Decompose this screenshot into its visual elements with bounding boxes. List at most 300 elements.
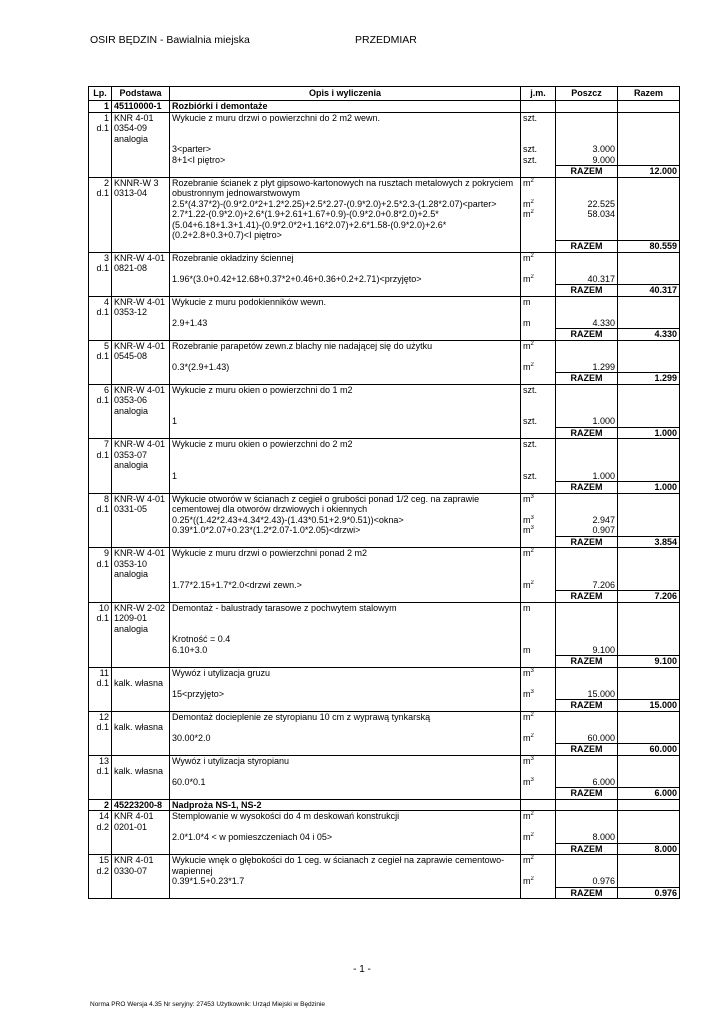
calculation-formula: 1 <box>170 416 521 427</box>
calc-lp-cell <box>89 155 112 166</box>
calculation-value: 6.000 <box>556 777 618 788</box>
razem-jm-cell <box>521 427 556 439</box>
calculation-unit <box>521 634 556 645</box>
razem-value: 60.000 <box>618 744 680 756</box>
razem-label: RAZEM <box>556 656 618 668</box>
calculation-value: 2.947 <box>556 515 618 526</box>
position-lp-cell <box>89 755 112 777</box>
calculation-formula: Krotność = 0.4 <box>170 634 521 645</box>
calc-razem-cell <box>618 209 680 241</box>
position-unit: $m^2$ <box>521 548 556 580</box>
calc-lp-cell <box>89 362 112 373</box>
position-unit: m <box>521 602 556 634</box>
razem-opis-cell <box>170 241 521 253</box>
razem-podstawa-cell <box>112 591 170 603</box>
section-razem-cell <box>618 799 680 811</box>
position-poszcz-cell <box>556 855 618 877</box>
podstawa-line: kalk. własna <box>114 722 164 732</box>
razem-opis-cell <box>170 591 521 603</box>
calculation-row <box>89 580 680 591</box>
position-description: Wykucie z muru okien o powierzchni do 1 m2 <box>170 384 521 416</box>
position-number: 13 <box>98 755 109 766</box>
calc-razem-cell <box>618 199 680 210</box>
position-razem-cell <box>618 602 680 634</box>
section-jm-cell <box>521 101 556 113</box>
position-poszcz-cell <box>556 112 618 144</box>
calc-razem-cell <box>618 525 680 536</box>
col-lp-header: Lp. <box>89 87 112 101</box>
calculation-formula: 2.0*1.0*4 < w pomieszczeniach 04 i 05> <box>170 832 521 843</box>
position-unit: $m^2$ <box>521 177 556 199</box>
razem-value: 4.330 <box>618 329 680 341</box>
calc-razem-cell <box>618 689 680 700</box>
section-number: 1 <box>89 101 112 113</box>
position-poszcz-cell <box>556 493 618 515</box>
calc-podstawa-cell <box>112 471 170 482</box>
position-podstawa-cell <box>112 667 170 689</box>
position-razem-cell <box>618 439 680 471</box>
position-description: Demontaż docieplenie ze styropianu 10 cm z wyprawą tynkarską <box>170 711 521 733</box>
position-chapter: d.1 <box>96 395 109 405</box>
calc-razem-cell <box>618 144 680 155</box>
position-podstawa-cell <box>112 855 170 877</box>
razem-podstawa-cell <box>112 427 170 439</box>
razem-row <box>89 427 680 439</box>
position-razem-cell <box>618 811 680 833</box>
position-row <box>89 340 680 362</box>
section-code: 45110000-1 <box>112 101 170 113</box>
calculation-value: 9.000 <box>556 155 618 166</box>
position-poszcz-cell <box>556 439 618 471</box>
position-unit: $m^2$ <box>521 811 556 833</box>
razem-opis-cell <box>170 285 521 297</box>
section-row <box>89 101 680 113</box>
table-body <box>89 101 680 899</box>
position-lp-cell <box>89 493 112 515</box>
razem-row <box>89 241 680 253</box>
calc-podstawa-cell <box>112 318 170 329</box>
position-poszcz-cell <box>556 252 618 274</box>
calc-razem-cell <box>618 471 680 482</box>
position-row <box>89 711 680 733</box>
razem-row <box>89 788 680 800</box>
razem-label: RAZEM <box>556 427 618 439</box>
calculation-unit: $m^2$ <box>521 832 556 843</box>
calc-razem-cell <box>618 777 680 788</box>
razem-row <box>89 285 680 297</box>
calc-podstawa-cell <box>112 645 170 656</box>
calc-podstawa-cell <box>112 689 170 700</box>
calculation-row <box>89 416 680 427</box>
podstawa-line: KNR-W 4-01 <box>114 296 166 307</box>
razem-opis-cell <box>170 700 521 712</box>
podstawa-line: analogia <box>114 133 149 144</box>
position-chapter: d.1 <box>96 263 109 273</box>
calc-lp-cell <box>89 209 112 241</box>
razem-label: RAZEM <box>556 241 618 253</box>
razem-row <box>89 329 680 341</box>
razem-value: 12.000 <box>618 166 680 178</box>
position-poszcz-cell <box>556 296 618 318</box>
podstawa-line: kalk. własna <box>114 766 164 776</box>
position-row <box>89 855 680 877</box>
position-poszcz-cell <box>556 340 618 362</box>
podstawa-line: analogia <box>114 405 149 416</box>
podstawa-line: KNR 4-01 <box>114 811 154 821</box>
calculation-row <box>89 832 680 843</box>
razem-label: RAZEM <box>556 843 618 855</box>
position-number: 15 <box>98 855 109 865</box>
razem-row <box>89 656 680 668</box>
calculation-formula: 60.0*0.1 <box>170 777 521 788</box>
calculation-value: 0.907 <box>556 525 618 536</box>
przedmiar-table <box>88 86 680 899</box>
razem-row <box>89 887 680 899</box>
calculation-row <box>89 471 680 482</box>
position-lp-cell <box>89 602 112 634</box>
podstawa-line: 0545-08 <box>114 351 148 361</box>
position-poszcz-cell <box>556 548 618 580</box>
calc-lp-cell <box>89 318 112 329</box>
position-number: 1 <box>103 112 109 123</box>
calc-razem-cell <box>618 416 680 427</box>
position-chapter: d.1 <box>96 722 109 732</box>
razem-label: RAZEM <box>556 482 618 494</box>
calc-lp-cell <box>89 580 112 591</box>
calc-podstawa-cell <box>112 144 170 155</box>
calculation-unit: $m^2$ <box>521 876 556 887</box>
razem-value: 3.854 <box>618 536 680 548</box>
section-razem-cell <box>618 101 680 113</box>
calculation-value <box>556 634 618 645</box>
razem-lp-cell <box>89 700 112 712</box>
razem-value: 9.100 <box>618 656 680 668</box>
razem-label: RAZEM <box>556 536 618 548</box>
calculation-unit: szt. <box>521 155 556 166</box>
position-row <box>89 296 680 318</box>
razem-value: 1.299 <box>618 373 680 385</box>
position-lp-cell <box>89 296 112 318</box>
position-poszcz-cell <box>556 711 618 733</box>
calculation-unit: szt. <box>521 144 556 155</box>
razem-opis-cell <box>170 427 521 439</box>
razem-value: 8.000 <box>618 843 680 855</box>
razem-row <box>89 482 680 494</box>
razem-lp-cell <box>89 329 112 341</box>
position-row <box>89 439 680 471</box>
razem-label: RAZEM <box>556 373 618 385</box>
position-unit: $m^3$ <box>521 755 556 777</box>
podstawa-line: KNR-W 4-01 <box>114 493 166 504</box>
position-lp-cell <box>89 112 112 144</box>
calculation-row <box>89 733 680 744</box>
razem-value: 1.000 <box>618 482 680 494</box>
razem-lp-cell <box>89 788 112 800</box>
position-poszcz-cell <box>556 755 618 777</box>
calc-razem-cell <box>618 155 680 166</box>
position-unit: $m^2$ <box>521 711 556 733</box>
calculation-row <box>89 274 680 285</box>
calculation-unit: $m^2$ <box>521 274 556 285</box>
podstawa-line: KNR-W 2-02 <box>114 602 166 613</box>
razem-jm-cell <box>521 700 556 712</box>
calculation-formula: 1 <box>170 471 521 482</box>
position-row <box>89 177 680 199</box>
razem-opis-cell <box>170 788 521 800</box>
calc-razem-cell <box>618 832 680 843</box>
calc-podstawa-cell <box>112 634 170 645</box>
footer-note: Norma PRO Wersja 4.35 Nr seryjny: 27453 Użytkownik: Urząd Miejski w Będzinie <box>90 1001 326 1008</box>
calculation-formula: 6.10+3.0 <box>170 645 521 656</box>
razem-lp-cell <box>89 427 112 439</box>
position-chapter: d.1 <box>96 351 109 361</box>
section-title: Rozbiórki i demontaże <box>170 101 521 113</box>
position-unit: szt. <box>521 112 556 144</box>
calculation-row <box>89 199 680 210</box>
razem-value: 7.206 <box>618 591 680 603</box>
position-description: Wykucie wnęk o głębokości do 1 ceg. w ścianach z cegieł na zaprawie cementowo-wapiennej <box>170 855 521 877</box>
calc-podstawa-cell <box>112 525 170 536</box>
calculation-value: 58.034 <box>556 209 618 241</box>
position-chapter: d.1 <box>96 558 109 569</box>
calc-podstawa-cell <box>112 199 170 210</box>
razem-jm-cell <box>521 482 556 494</box>
position-chapter: d.1 <box>96 188 109 198</box>
position-description: Wykucie z muru podokienników wewn. <box>170 296 521 318</box>
razem-podstawa-cell <box>112 536 170 548</box>
razem-podstawa-cell <box>112 373 170 385</box>
table-header-row <box>89 87 680 101</box>
position-row <box>89 602 680 634</box>
razem-opis-cell <box>170 536 521 548</box>
document-header-left: OSIR BĘDZIN - Bawialnia miejska <box>90 34 250 46</box>
calc-lp-cell <box>89 876 112 887</box>
calc-lp-cell <box>89 832 112 843</box>
razem-podstawa-cell <box>112 843 170 855</box>
calc-lp-cell <box>89 525 112 536</box>
position-row <box>89 384 680 416</box>
razem-podstawa-cell <box>112 285 170 297</box>
razem-jm-cell <box>521 591 556 603</box>
position-chapter: d.1 <box>96 613 109 623</box>
podstawa-line: 0353-07 <box>114 449 148 460</box>
calculation-formula: 0.25*((1.42*2.43+4.34*2.43)-(1.43*0.51+2.9*0.51))<okna> <box>170 515 521 526</box>
calculation-formula: 2.9+1.43 <box>170 318 521 329</box>
razem-label: RAZEM <box>556 744 618 756</box>
razem-row <box>89 166 680 178</box>
col-poszcz-header: Poszcz <box>556 87 618 101</box>
position-razem-cell <box>618 384 680 416</box>
col-jm-header: j.m. <box>521 87 556 101</box>
calc-podstawa-cell <box>112 416 170 427</box>
calc-lp-cell <box>89 645 112 656</box>
position-unit: $m^3$ <box>521 493 556 515</box>
calc-podstawa-cell <box>112 209 170 241</box>
calculation-row <box>89 318 680 329</box>
calculation-formula: 3<parter> <box>170 144 521 155</box>
podstawa-line: analogia <box>114 569 149 579</box>
position-razem-cell <box>618 667 680 689</box>
calculation-value: 40.317 <box>556 274 618 285</box>
position-number: 2 <box>103 177 109 188</box>
position-razem-cell <box>618 252 680 274</box>
position-description: Wykucie otworów w ścianach z cegieł o grubości ponad 1/2 ceg. na zaprawie cementowej dla otworów drzwiowych i okiennych <box>170 493 521 515</box>
position-unit: m <box>521 296 556 318</box>
razem-opis-cell <box>170 166 521 178</box>
razem-opis-cell <box>170 843 521 855</box>
calc-podstawa-cell <box>112 777 170 788</box>
calculation-unit: $m^2$ <box>521 362 556 373</box>
razem-podstawa-cell <box>112 241 170 253</box>
position-razem-cell <box>618 493 680 515</box>
position-lp-cell <box>89 439 112 471</box>
position-podstawa-cell <box>112 602 170 634</box>
calculation-row <box>89 515 680 526</box>
calculation-unit: szt. <box>521 416 556 427</box>
razem-opis-cell <box>170 887 521 899</box>
position-razem-cell <box>618 711 680 733</box>
calculation-formula: 0.39*1.0*2.07+0.23*(1.2*2.07-1.0*2.05)<drzwi> <box>170 525 521 536</box>
calculation-unit: $m^3$ <box>521 515 556 526</box>
calculation-value: 0.976 <box>556 876 618 887</box>
calculation-row <box>89 525 680 536</box>
position-razem-cell <box>618 177 680 199</box>
position-unit: szt. <box>521 439 556 471</box>
razem-lp-cell <box>89 285 112 297</box>
position-lp-cell <box>89 340 112 362</box>
calculation-formula: 0.39*1.5+0.23*1.7 <box>170 876 521 887</box>
position-podstawa-cell <box>112 711 170 733</box>
position-unit: $m^2$ <box>521 340 556 362</box>
position-chapter: d.1 <box>96 678 109 688</box>
page-number: - 1 - <box>353 964 371 975</box>
calculation-formula: 30.00*2.0 <box>170 733 521 744</box>
calc-lp-cell <box>89 515 112 526</box>
position-razem-cell <box>618 755 680 777</box>
calc-lp-cell <box>89 471 112 482</box>
razem-lp-cell <box>89 482 112 494</box>
position-description: Rozebranie okładziny ściennej <box>170 252 521 274</box>
razem-jm-cell <box>521 166 556 178</box>
position-lp-cell <box>89 855 112 877</box>
calculation-formula: 2.7*1.22-(0.9*2.0)+2.6*(1.9+2.61+1.67+0.9)-(0.9*2.0+0.8*2.0)+2.5*(5.04+6.18+1.3+1.41)-(0.9*2.0*2+1.16*2.07)+2.6*1.58-(0.9*2.0)+2.6*(0.2+2.8+0.3+0.7)<I piętro> <box>170 209 521 241</box>
razem-value: 1.000 <box>618 427 680 439</box>
position-unit: szt. <box>521 384 556 416</box>
position-podstawa-cell <box>112 755 170 777</box>
calc-podstawa-cell <box>112 362 170 373</box>
razem-podstawa-cell <box>112 166 170 178</box>
position-lp-cell <box>89 667 112 689</box>
razem-label: RAZEM <box>556 788 618 800</box>
razem-label: RAZEM <box>556 591 618 603</box>
calculation-value: 3.000 <box>556 144 618 155</box>
razem-row <box>89 700 680 712</box>
razem-value: 40.317 <box>618 285 680 297</box>
podstawa-line: 0354-09 <box>114 123 148 133</box>
calculation-formula: 1.77*2.15+1.7*2.0<drzwi zewn.> <box>170 580 521 591</box>
podstawa-line: analogia <box>114 460 149 470</box>
position-razem-cell <box>618 548 680 580</box>
position-podstawa-cell <box>112 384 170 416</box>
podstawa-line: KNNR-W 3 <box>114 177 159 188</box>
position-number: 11 <box>99 667 109 678</box>
calculation-value: 1.000 <box>556 471 618 482</box>
podstawa-line: KNR-W 4-01 <box>114 548 166 558</box>
razem-label: RAZEM <box>556 700 618 712</box>
position-number: 5 <box>103 340 109 351</box>
razem-row <box>89 373 680 385</box>
razem-value: 15.000 <box>618 700 680 712</box>
podstawa-line: 0330-07 <box>114 865 148 876</box>
calculation-row <box>89 155 680 166</box>
position-row <box>89 112 680 144</box>
calc-razem-cell <box>618 580 680 591</box>
calc-razem-cell <box>618 634 680 645</box>
position-podstawa-cell <box>112 177 170 199</box>
position-poszcz-cell <box>556 667 618 689</box>
razem-lp-cell <box>89 887 112 899</box>
podstawa-line: KNR-W 4-01 <box>114 252 166 263</box>
position-lp-cell <box>89 252 112 274</box>
section-code: 45223200-8 <box>112 799 170 811</box>
razem-row <box>89 843 680 855</box>
podstawa-line: 0353-06 <box>114 395 148 405</box>
section-title: Nadproża NS-1, NS-2 <box>170 799 521 811</box>
razem-podstawa-cell <box>112 482 170 494</box>
position-poszcz-cell <box>556 177 618 199</box>
position-row <box>89 811 680 833</box>
calculation-unit: $m^2$ <box>521 580 556 591</box>
podstawa-line: KNR-W 4-01 <box>114 384 166 395</box>
position-razem-cell <box>618 112 680 144</box>
calculation-row <box>89 645 680 656</box>
position-number: 3 <box>103 252 109 263</box>
calculation-formula: 0.3*(2.9+1.43) <box>170 362 521 373</box>
calculation-formula: 2.5*(4.37*2)-(0.9*2.0*2+1.2*2.25)+2.5*2.27-(0.9*2.0)+2.5*2.3-(1.28*2.07)<parter> <box>170 199 521 210</box>
position-chapter: d.2 <box>96 865 109 876</box>
podstawa-line: 0313-04 <box>114 188 148 198</box>
calc-podstawa-cell <box>112 515 170 526</box>
razem-lp-cell <box>89 591 112 603</box>
position-number: 7 <box>103 439 109 449</box>
razem-opis-cell <box>170 744 521 756</box>
section-number: 2 <box>89 799 112 811</box>
calc-lp-cell <box>89 416 112 427</box>
calculation-unit: $m^2$ <box>521 209 556 241</box>
razem-label: RAZEM <box>556 166 618 178</box>
podstawa-line: analogia <box>114 623 149 634</box>
position-unit: $m^2$ <box>521 252 556 274</box>
podstawa-line: 0201-01 <box>114 821 148 832</box>
calc-podstawa-cell <box>112 832 170 843</box>
razem-jm-cell <box>521 536 556 548</box>
calculation-value: 4.330 <box>556 318 618 329</box>
podstawa-line: 0331-05 <box>114 504 148 514</box>
position-podstawa-cell <box>112 548 170 580</box>
calculation-value: 1.000 <box>556 416 618 427</box>
podstawa-line: 0353-12 <box>114 307 148 317</box>
position-poszcz-cell <box>556 384 618 416</box>
section-poszcz-cell <box>556 799 618 811</box>
calculation-unit: $m^3$ <box>521 777 556 788</box>
razem-lp-cell <box>89 241 112 253</box>
razem-jm-cell <box>521 373 556 385</box>
razem-opis-cell <box>170 656 521 668</box>
section-poszcz-cell <box>556 101 618 113</box>
position-podstawa-cell <box>112 493 170 515</box>
razem-lp-cell <box>89 744 112 756</box>
calc-razem-cell <box>618 318 680 329</box>
